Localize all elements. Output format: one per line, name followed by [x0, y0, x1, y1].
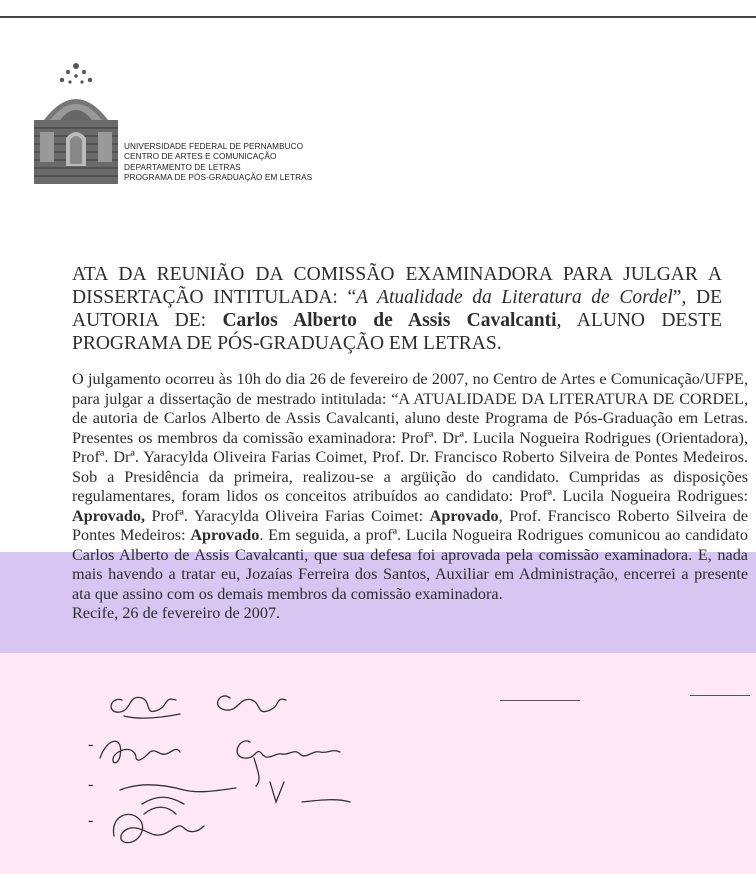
- signature-rule: [500, 700, 580, 701]
- program-name: PROGRAMA DE PÓS-GRADUAÇÃO EM LETRAS: [124, 173, 313, 183]
- department-name: DEPARTAMENTO DE LETRAS: [124, 162, 241, 172]
- institution-header: [124, 142, 312, 184]
- body-part-3: , Prof. Francisco Roberto Silveira de Pontes Medeiros:: [72, 506, 748, 544]
- signature-line-mark: -: [88, 776, 94, 793]
- top-rule: [0, 16, 756, 18]
- university-crest-logo: [30, 56, 122, 188]
- signature-line-mark: -: [88, 812, 94, 829]
- closing-date: Recife, 26 de fevereiro de 2007.: [72, 604, 281, 622]
- body-part-1: O julgamento ocorreu às 10h do dia 26 de fevereiro de 2007, no Centro de Artes e Comunicação/UFPE, para julgar a dissertação de mestrado intitulada: “A ATUALIDADE DA LITERATURA DE CORDEL, de autoria de Carlos Alberto de Assis Cavalcanti, aluno deste Programa de Pós-Graduação em Letras. Presentes os membros da comissão examinadora: Profª. Drª. Lucila Nogueira Rodrigues (Orientadora), Profª. Drª. Yaracylda Oliveira Farias Coimet, Prof. Dr. Francisco Roberto Silveira de Pontes Medeiros. Sob a Presidência da primeira, realizou-se a argüição do candidato. Cumpridas as disposições regulamentares, foram lidos os conceitos atribuídos ao candidato: Profª. Lucila Nogueira Rodrigues:: [72, 370, 748, 505]
- university-name: UNIVERSIDADE FEDERAL DE PERNAMBUCO: [124, 142, 304, 151]
- document-title: [72, 263, 722, 355]
- title-work: A Atualidade da Literatura de Cordel: [356, 287, 673, 308]
- body-part-4: . Em seguida, a profª. Lucila Nogueira Rodrigues comunicou ao candidato Carlos Alberto de Assis Cavalcanti, que sua defesa foi aprovada pela comissão examinadora. E, nada mais havendo a tratar eu, Jozaías Ferreira dos Santos, Auxiliar em Administração, encerrei a presente ata que assino com os demais membros da comissão examinadora.: [72, 526, 748, 603]
- title-prefix: ATA DA REUNIÃO DA COMISSÃO EXAMINADORA PARA JULGAR A DISSERTAÇÃO INTITULADA: “: [72, 264, 722, 308]
- handwritten-signatures: [80, 686, 380, 856]
- verdict-francisco: Aprovado: [190, 526, 260, 544]
- signature-rule: [690, 695, 750, 696]
- minutes-body: [72, 370, 748, 624]
- verdict-lucila: Aprovado,: [72, 506, 146, 525]
- title-author: Carlos Alberto de Assis Cavalcanti: [222, 310, 557, 331]
- body-part-2: Profª. Yaracylda Oliveira Farias Coimet:: [145, 506, 430, 525]
- title-middle: ”, DE AUTORIA DE:: [72, 287, 722, 331]
- signature-line-mark: -: [88, 736, 94, 753]
- title-suffix: , ALUNO DESTE PROGRAMA DE PÓS-GRADUAÇÃO EM LETRAS.: [72, 310, 723, 354]
- center-name: CENTRO DE ARTES E COMUNICAÇÃO: [124, 152, 277, 162]
- verdict-yaracylda: Aprovado: [429, 506, 499, 525]
